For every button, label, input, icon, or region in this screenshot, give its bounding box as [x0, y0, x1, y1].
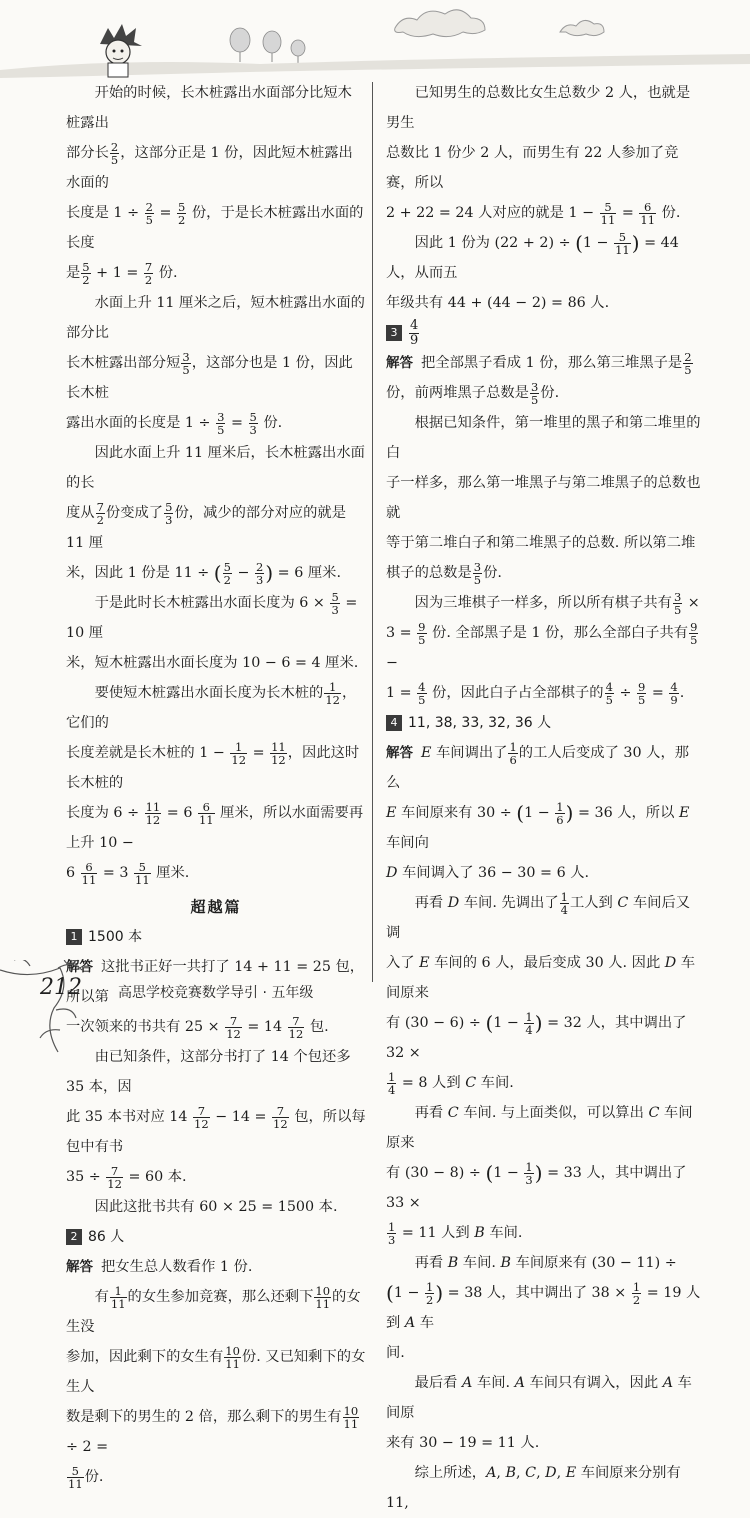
paragraph: 长度为 6 ÷ $\frac{11}{12}$ = 6 $\frac{6}{11}$ 厘米，所以水面需要再上升 10 − — [66, 799, 364, 851]
section-title: 超越篇 — [190, 898, 242, 916]
question-number-badge: 2 — [66, 1229, 82, 1245]
paragraph: 来有 30 − 19 = 11 人. — [386, 1435, 540, 1451]
answer-text: 1500 本 — [88, 929, 143, 945]
paragraph: 1 = $\frac{4}{5}$ 份，因此白子占全部棋子的 $\frac{4}{5}$ ÷ $\frac{9}{5}$ = $\frac{4}{9}$ . — [386, 679, 685, 707]
paragraph: D 车间调入了 36 − 30 = 6 人. — [386, 865, 590, 881]
paragraph: $\frac{5}{11}$ 份. — [68, 1463, 104, 1491]
paragraph: 有 (30 − 6) ÷ (1 − $\frac{1}{4}$ ) = 32 人，其中调出了 32 × — [386, 1009, 687, 1061]
paragraph: 3 = $\frac{9}{5}$ 份. 全部黑子是 1 份，那么全部白子共有 $\frac{9}{5}$ − — [386, 619, 698, 671]
paragraph: 参加，因此剩下的女生有 $\frac{10}{11}$ 份. 又已知剩下的女生人 — [66, 1343, 366, 1395]
paragraph: 因此这批书共有 60 × 25 = 1500 本. — [94, 1199, 338, 1215]
paragraph: 解答 E 车间调出了 $\frac{1}{6}$ 的工人后变成了 30 人，那么 — [386, 739, 690, 791]
paragraph: 一次领来的书共有 25 × $\frac{7}{12}$ = 14 $\frac{7}{12}$ 包. — [66, 1013, 329, 1041]
right-column — [386, 78, 701, 1518]
question-header — [386, 318, 701, 348]
paragraph: 部分长 $\frac{2}{5}$ ，这部分正是 1 份，因此短木桩露出水面的 — [66, 139, 353, 191]
paragraph: E 车间原来有 30 ÷ (1 − $\frac{1}{6}$ ) = 36 人，所以 E 车间向 — [386, 799, 690, 851]
paragraph: 根据已知条件，第一堆里的黑子和第二堆里的白 — [386, 415, 701, 461]
paragraph: 水面上升 11 厘米之后，短木桩露出水面的部分比 — [66, 295, 365, 341]
page-number: 212 — [40, 975, 82, 1000]
paragraph: 已知男生的总数比女生总数少 2 人，也就是男生 — [386, 85, 691, 131]
paragraph: 因此水面上升 11 厘米后，长木桩露出水面的长 — [66, 445, 365, 491]
paragraph: (1 − $\frac{1}{2}$ ) = 38 人，其中调出了 38 × $\frac{1}{2}$ = 19 人到 A 车 — [386, 1279, 701, 1331]
paragraph: 由已知条件，这部分书打了 14 个包还多 35 本，因 — [66, 1049, 351, 1095]
paragraph: 解答 把女生总人数看作 1 份. — [66, 1259, 253, 1275]
paragraph: 解答 把全部黑子看成 1 份，那么第三堆黑子是 $\frac{2}{5}$ — [386, 349, 692, 377]
paragraph: 6 $\frac{6}{11}$ = 3 $\frac{5}{11}$ 厘米. — [66, 859, 190, 887]
paragraph: 要使短木桩露出水面长度为长木桩的 $\frac{1}{12}$ ，它们的 — [66, 679, 357, 731]
left-column — [66, 78, 366, 1492]
paragraph: 最后看 A 车间. A 车间只有调入，因此 A 车间原 — [386, 1375, 692, 1421]
paragraph: 长木桩露出部分短 $\frac{3}{5}$ ，这部分也是 1 份，因此长木桩 — [66, 349, 353, 401]
paragraph: 2 + 22 = 24 人对应的就是 1 − $\frac{5}{11}$ = $\frac{6}{11}$ 份. — [386, 199, 681, 227]
question-number-badge: 3 — [386, 325, 402, 341]
paragraph: 因为三堆棋子一样多，所以所有棋子共有 $\frac{3}{5}$ × — [414, 589, 700, 617]
question-header — [66, 1222, 366, 1252]
paragraph: 总数比 1 份少 2 人，而男生有 22 人参加了竞赛，所以 — [386, 145, 679, 191]
paragraph: 度从 $\frac{7}{2}$ 份变成了 $\frac{5}{3}$ 份，减少的部分对应的就是 11 厘 — [66, 499, 346, 551]
answer-text: 86 人 — [88, 1229, 125, 1245]
paragraph: 米，短木桩露出水面长度为 10 − 6 = 4 厘米. — [66, 655, 359, 671]
paragraph: 间. — [386, 1345, 405, 1361]
paragraph: 有 (30 − 8) ÷ (1 − $\frac{1}{3}$ ) = 33 人，其中调出了 33 × — [386, 1159, 687, 1211]
paragraph: 有 $\frac{1}{11}$ 的女生参加竞赛，那么还剩下 $\frac{10}{11}$ 的女生没 — [66, 1283, 361, 1335]
paragraph: 份，前两堆黑子总数是 $\frac{3}{5}$ 份. — [386, 379, 560, 407]
footer-flower-illustration — [0, 960, 750, 1054]
question-number-badge: 1 — [66, 929, 82, 945]
answer-fraction: $\frac{4}{9}$ — [410, 317, 419, 348]
paragraph: 等于第二堆白子和第二堆黑子的总数. 所以第二堆 — [386, 535, 696, 551]
paragraph: 棋子的总数是 $\frac{3}{5}$ 份. — [386, 559, 502, 587]
paragraph: 米，因此 1 份是 11 ÷ ( $\frac{5}{2}$ − $\frac{2}{3}$ ) = 6 厘米. — [66, 559, 341, 587]
paragraph: 再看 D 车间. 先调出了 $\frac{1}{4}$ 工人到 C 车间后又调 — [386, 889, 691, 941]
paragraph: 入了 E 车间的 6 人，最后变成 30 人. 因此 D 车间原来 — [386, 955, 696, 1001]
paragraph: 再看 B 车间. B 车间原来有 (30 − 11) ÷ — [414, 1255, 677, 1271]
answer-text: 11, 38, 33, 32, 36 人 — [408, 715, 552, 731]
paragraph: 数是剩下的男生的 2 倍，那么剩下的男生有 $\frac{10}{11}$ ÷ 2 = — [66, 1403, 359, 1455]
question-header — [386, 708, 701, 738]
question-header — [66, 922, 366, 952]
paragraph: 长度差就是长木桩的 1 − $\frac{1}{12}$ = $\frac{11}{12}$ ，因此这时长木桩的 — [66, 739, 360, 791]
book-title: 高思学校竞赛数学导引 · 五年级 — [118, 985, 314, 1001]
paragraph: 露出水面的长度是 1 ÷ $\frac{3}{5}$ = $\frac{5}{3}$ 份. — [66, 409, 283, 437]
paragraph: 长度是 1 ÷ $\frac{2}{5}$ = $\frac{5}{2}$ 份，于是长木桩露出水面的长度 — [66, 199, 364, 251]
paragraph: 综上所述，A, B, C, D, E 车间原来分别有 11, — [386, 1465, 681, 1511]
paragraph: $\frac{1}{3}$ = 11 人到 B 车间. — [388, 1219, 523, 1247]
paragraph: 再看 C 车间. 与上面类似，可以算出 C 车间原来 — [386, 1105, 693, 1151]
paragraph: 此 35 本书对应 14 $\frac{7}{12}$ − 14 = $\frac{7}{12}$ 包，所以每包中有书 — [66, 1103, 366, 1155]
paragraph: 是 $\frac{5}{2}$ + 1 = $\frac{7}{2}$ 份. — [66, 259, 178, 287]
column-divider — [372, 82, 373, 982]
question-number-badge: 4 — [386, 715, 402, 731]
paragraph: 解答 这批书正好一共打了 14 + 11 = 25 包，所以第 — [66, 959, 365, 1005]
paragraph: $\frac{1}{4}$ = 8 人到 C 车间. — [388, 1069, 514, 1097]
paragraph: 年级共有 44 + (44 − 2) = 86 人. — [386, 295, 610, 311]
paragraph: 子一样多，那么第一堆黑子与第二堆黑子的总数也就 — [386, 475, 701, 521]
paragraph: 于是此时长木桩露出水面长度为 6 × $\frac{5}{3}$ = 10 厘 — [66, 589, 358, 641]
paragraph: 35 ÷ $\frac{7}{12}$ = 60 本. — [66, 1163, 187, 1191]
paragraph: 开始的时候，长木桩露出水面部分比短木桩露出 — [66, 85, 352, 131]
paragraph: 因此 1 份为 (22 + 2) ÷ (1 − $\frac{5}{11}$ ) = 44 人，从而五 — [386, 229, 679, 281]
